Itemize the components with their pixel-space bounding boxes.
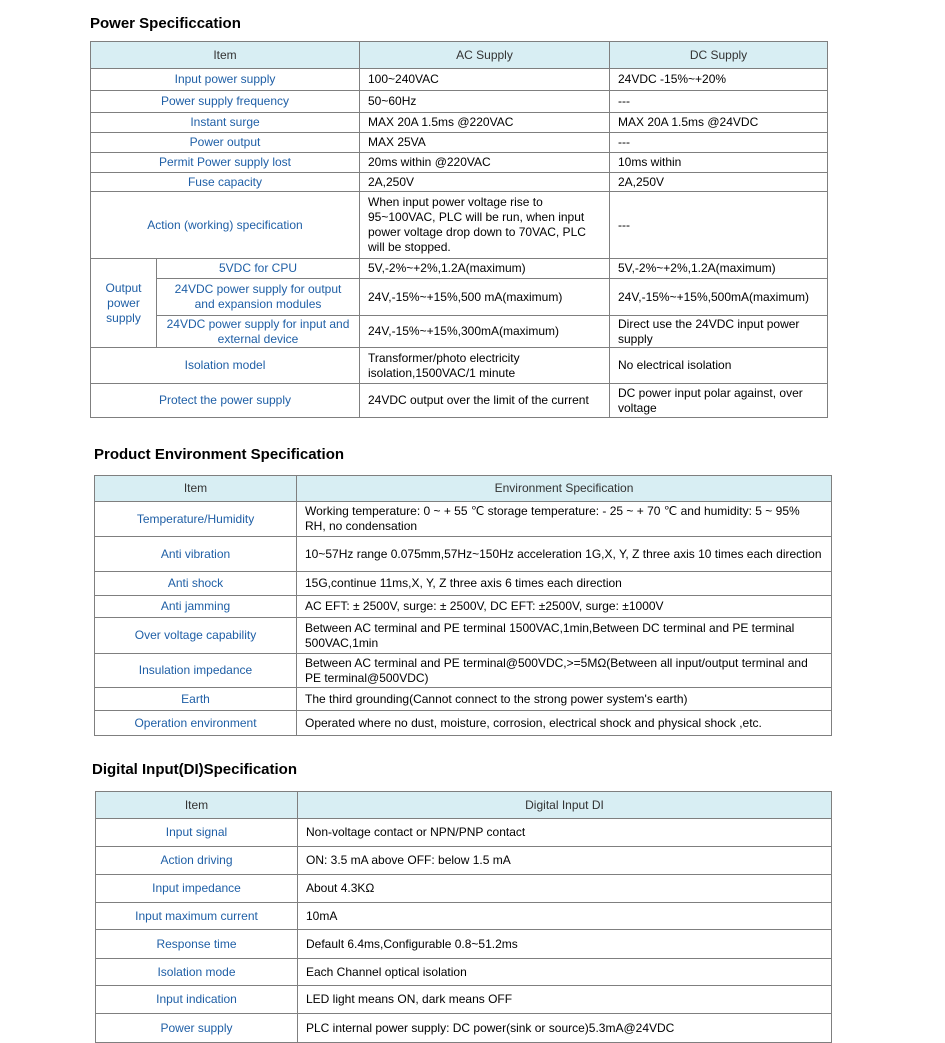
table-row [91,259,828,279]
spec-value: LED light means ON, dark means OFF [298,986,832,1014]
spec-value: The third grounding(Cannot connect to the strong power system's earth) [297,688,832,711]
ac-value: Transformer/photo electricity isolation,1500VAC/1 minute [360,348,610,384]
spec-value: Operated where no dust, moisture, corrosion, electrical shock and physical shock ,etc. [297,711,832,736]
table-row [91,69,828,91]
dc-value: 24V,-15%~+15%,500mA(maximum) [610,279,828,316]
dc-value: 10ms within [610,153,828,173]
ac-value: 20ms within @220VAC [360,153,610,173]
dc-value: DC power input polar against, over voltage [610,384,828,418]
ac-value: 50~60Hz [360,91,610,113]
table-row [91,316,828,348]
table-row [95,537,832,572]
row-label: Input impedance [96,875,298,903]
spec-value: 10~57Hz range 0.075mm,57Hz~150Hz acceleration 1G,X, Y, Z three axis 10 times each direction [297,537,832,572]
ac-value: 24V,-15%~+15%,500 mA(maximum) [360,279,610,316]
dc-value: 2A,250V [610,173,828,192]
spec-value: PLC internal power supply: DC power(sink or source)5.3mA@24VDC [298,1014,832,1043]
spec-value: ON: 3.5 mA above OFF: below 1.5 mA [298,847,832,875]
table-row [91,348,828,384]
table-row [95,502,832,537]
ac-value: 100~240VAC [360,69,610,91]
table-row [96,930,832,959]
row-label: Power supply [96,1014,298,1043]
row-label: Input indication [96,986,298,1014]
table-row [91,384,828,418]
table-row [95,596,832,618]
dc-value: 5V,-2%~+2%,1.2A(maximum) [610,259,828,279]
table-row [95,618,832,654]
row-label: Input maximum current [96,903,298,930]
spec-value: 15G,continue 11ms,X, Y, Z three axis 6 times each direction [297,572,832,596]
table-row [96,959,832,986]
environment-spec-title: Product Environment Specification [94,446,345,463]
header-ac-supply: AC Supply [360,42,610,69]
header-environment-spec: Environment Specification [297,476,832,502]
row-label: Response time [96,930,298,959]
table-row [91,173,828,192]
spec-value: About 4.3KΩ [298,875,832,903]
table-row [95,711,832,736]
row-label: Isolation model [91,348,360,384]
row-label: 24VDC power supply for input and external device [157,316,360,348]
dc-value: --- [610,192,828,259]
digital-input-spec-table [95,791,832,1043]
table-row [91,153,828,173]
row-label: Anti vibration [95,537,297,572]
row-label: Action driving [96,847,298,875]
dc-value: No electrical isolation [610,348,828,384]
table-row [95,688,832,711]
table-row [91,91,828,113]
spec-value: 10mA [298,903,832,930]
row-label: Input signal [96,819,298,847]
dc-value: --- [610,91,828,113]
row-label: 24VDC power supply for output and expansion modules [157,279,360,316]
power-spec-title: Power Specificcation [90,15,241,32]
ac-value: 24VDC output over the limit of the current [360,384,610,418]
row-label: Insulation impedance [95,654,297,688]
dc-value: Direct use the 24VDC input power supply [610,316,828,348]
ac-value: MAX 20A 1.5ms @220VAC [360,113,610,133]
header-digital-input: Digital Input DI [298,792,832,819]
dc-value: 24VDC -15%~+20% [610,69,828,91]
row-label: Power output [91,133,360,153]
row-label: Anti jamming [95,596,297,618]
row-label: Temperature/Humidity [95,502,297,537]
digital-input-spec-title: Digital Input(DI)Specification [92,761,297,778]
ac-value: MAX 25VA [360,133,610,153]
table-row [96,847,832,875]
row-label: Input power supply [91,69,360,91]
spec-value: AC EFT: ± 2500V, surge: ± 2500V, DC EFT: ±2500V, surge: ±1000V [297,596,832,618]
table-row [96,903,832,930]
row-label: Over voltage capability [95,618,297,654]
table-row [95,654,832,688]
row-label: Action (working) specification [91,192,360,259]
power-spec-table [90,41,828,418]
environment-spec-table [94,475,832,736]
table-row [95,572,832,596]
row-label: Operation environment [95,711,297,736]
ac-value: 24V,-15%~+15%,300mA(maximum) [360,316,610,348]
table-row [91,192,828,259]
table-row [91,279,828,316]
table-row [96,875,832,903]
ac-value: 2A,250V [360,173,610,192]
output-power-supply-group: Output power supply [91,259,157,348]
row-label: Anti shock [95,572,297,596]
spec-value: Between AC terminal and PE terminal 1500VAC,1min,Between DC terminal and PE terminal 500VAC,1min [297,618,832,654]
dc-value: --- [610,133,828,153]
row-label: Permit Power supply lost [91,153,360,173]
table-row [91,133,828,153]
row-label: Protect the power supply [91,384,360,418]
spec-value: Between AC terminal and PE terminal@500VDC,>=5MΩ(Between all input/output terminal and PE terminal@500VDC) [297,654,832,688]
header-dc-supply: DC Supply [610,42,828,69]
row-label: 5VDC for CPU [157,259,360,279]
header-item: Item [95,476,297,502]
row-label: Isolation mode [96,959,298,986]
table-row [96,819,832,847]
dc-value: MAX 20A 1.5ms @24VDC [610,113,828,133]
table-row [96,986,832,1014]
table-row [96,1014,832,1043]
row-label: Instant surge [91,113,360,133]
header-item: Item [91,42,360,69]
row-label: Fuse capacity [91,173,360,192]
spec-value: Working temperature: 0 ~ + 55 ℃ storage temperature: - 25 ~ + 70 ℃ and humidity: 5 ~ 95% RH, no condensation [297,502,832,537]
row-label: Earth [95,688,297,711]
header-item: Item [96,792,298,819]
spec-value: Default 6.4ms,Configurable 0.8~51.2ms [298,930,832,959]
spec-value: Non-voltage contact or NPN/PNP contact [298,819,832,847]
row-label: Power supply frequency [91,91,360,113]
ac-value: When input power voltage rise to 95~100VAC, PLC will be run, when input power voltage drop down to 70VAC, PLC will be stopped. [360,192,610,259]
table-row [91,113,828,133]
spec-value: Each Channel optical isolation [298,959,832,986]
ac-value: 5V,-2%~+2%,1.2A(maximum) [360,259,610,279]
